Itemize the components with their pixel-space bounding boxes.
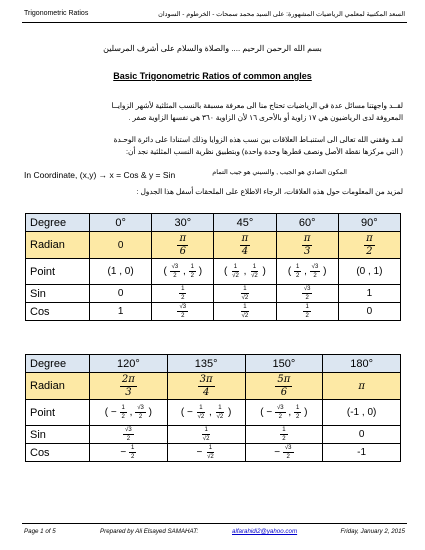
row-label: Cos bbox=[26, 303, 90, 321]
page-title: Basic Trigonometric Ratios of common angles bbox=[113, 71, 312, 81]
cos-cell: $\frac{1}{2}$ bbox=[276, 303, 338, 321]
intro-line-2: المعروفة لدى الرياضيون هي ١٧ زاوية أو بالأحرى ١٦ لأن الزاوية ٣٦٠ هي نفسها الزاوية صفر . bbox=[128, 113, 403, 122]
sin-cell: $\frac{√3}{2}$ bbox=[90, 426, 168, 444]
header-title: Trigonometric Ratios bbox=[24, 10, 89, 17]
degree-cell: 180° bbox=[323, 355, 401, 373]
prepared-by: Prepared by Ali Elsayed SAMAHAT: bbox=[100, 528, 199, 535]
coordinate-relation: In Coordinate, (x,y) → x = Cos & y = Sin bbox=[24, 170, 176, 180]
degree-cell: 135° bbox=[167, 355, 245, 373]
radian-cell: $\frac{\pi}{3}$ bbox=[276, 232, 338, 259]
radian-cell: 0 bbox=[90, 232, 152, 259]
radian-cell: $\frac{\pi}{2}$ bbox=[338, 232, 400, 259]
cos-cell: − $\frac{1}{√2}$ bbox=[167, 444, 245, 462]
sin-cell: 1 bbox=[338, 285, 400, 303]
sin-cell: $\frac{√3}{2}$ bbox=[276, 285, 338, 303]
row-label: Point bbox=[26, 259, 90, 285]
cos-cell: -1 bbox=[323, 444, 401, 462]
cos-row bbox=[26, 303, 401, 321]
row-label: Degree bbox=[26, 214, 90, 232]
point-cell: ( − $\frac{1}{2}$ , $\frac{√3}{2}$ ) bbox=[90, 400, 168, 426]
intro-line-4: ( التي مركزها نقطة الأصل ونصف قطرها وحدة واحدة) وبتطبيق نظرية النسب المثلثية نجد أن: bbox=[126, 147, 403, 156]
cos-cell: − $\frac{1}{2}$ bbox=[90, 444, 168, 462]
cos-cell: 1 bbox=[90, 303, 152, 321]
row-label: Sin bbox=[26, 285, 90, 303]
degree-row bbox=[26, 355, 401, 373]
point-cell: ( $\frac{√3}{2}$ , $\frac{1}{2}$ ) bbox=[152, 259, 214, 285]
angles-table-1 bbox=[25, 213, 401, 321]
point-cell: (-1 , 0) bbox=[323, 400, 401, 426]
radian-cell: $\frac{2\pi}{3}$ bbox=[90, 373, 168, 400]
degree-cell: 60° bbox=[276, 214, 338, 232]
row-label: Radian bbox=[26, 373, 90, 400]
row-label: Radian bbox=[26, 232, 90, 259]
radian-cell: $\frac{\pi}{4}$ bbox=[214, 232, 276, 259]
point-cell: (1 , 0) bbox=[90, 259, 152, 285]
coordinate-relation-arabic: المكون الصادي هو الجيب , والسيني هو جيب التمام bbox=[212, 169, 347, 176]
sin-cell: $\frac{1}{2}$ bbox=[245, 426, 323, 444]
row-label: Cos bbox=[26, 444, 90, 462]
row-label: Sin bbox=[26, 426, 90, 444]
degree-cell: 45° bbox=[214, 214, 276, 232]
sin-cell: $\frac{1}{√2}$ bbox=[167, 426, 245, 444]
radian-cell: $\frac{5\pi}{6}$ bbox=[245, 373, 323, 400]
point-cell: (0 , 1) bbox=[338, 259, 400, 285]
row-label: Degree bbox=[26, 355, 90, 373]
footer-divider bbox=[22, 523, 407, 524]
point-cell: ( $\frac{1}{2}$ , $\frac{√3}{2}$ ) bbox=[276, 259, 338, 285]
sin-row bbox=[26, 285, 401, 303]
sin-row bbox=[26, 426, 401, 444]
point-row bbox=[26, 259, 401, 285]
sin-cell: $\frac{1}{2}$ bbox=[152, 285, 214, 303]
cos-cell: − $\frac{√3}{2}$ bbox=[245, 444, 323, 462]
degree-cell: 90° bbox=[338, 214, 400, 232]
row-label: Point bbox=[26, 400, 90, 426]
cos-cell: 0 bbox=[338, 303, 400, 321]
radian-row bbox=[26, 373, 401, 400]
degree-row bbox=[26, 214, 401, 232]
point-row bbox=[26, 400, 401, 426]
cos-cell: $\frac{1}{√2}$ bbox=[214, 303, 276, 321]
footer-date: Friday, January 2, 2015 bbox=[340, 528, 405, 535]
cos-cell: $\frac{√3}{2}$ bbox=[152, 303, 214, 321]
degree-cell: 150° bbox=[245, 355, 323, 373]
radian-cell: π bbox=[323, 373, 401, 400]
radian-cell: $\frac{3\pi}{4}$ bbox=[167, 373, 245, 400]
author-email-link[interactable]: alfarahidi2@yahoo.com bbox=[232, 528, 298, 535]
basmala: بسم الله الرحمن الرحيم .... والصلاة والسلام على أشرف المرسلين bbox=[103, 44, 322, 53]
header-divider bbox=[22, 22, 407, 23]
point-cell: ( − $\frac{1}{√2}$ , $\frac{1}{√2}$ ) bbox=[167, 400, 245, 426]
sin-cell: $\frac{1}{√2}$ bbox=[214, 285, 276, 303]
page-number: Page 1 of 5 bbox=[24, 528, 56, 535]
cos-row bbox=[26, 444, 401, 462]
intro-line-3: لقـد وفقني الله تعالى الى استنبـاط العلاقات بين نسب هذه الزوايا وذلك استنادا على دائرة الوحـدة bbox=[113, 135, 403, 144]
degree-cell: 30° bbox=[152, 214, 214, 232]
header-author: السعد المكتبية لمعلمي الرياضيات المشهورة: على السيد محمد سمحات - الخرطوم - السودان bbox=[158, 11, 405, 18]
degree-cell: 0° bbox=[90, 214, 152, 232]
sin-cell: 0 bbox=[90, 285, 152, 303]
angles-table-2 bbox=[25, 354, 401, 462]
intro-line-1: لقــد واجهتنا مسائل عدة في الرياضيات تحتاج منا الى معرفة مسبقة بالنسب المثلثية لأشهر الزوايــا bbox=[111, 101, 403, 110]
point-cell: ( − $\frac{√3}{2}$ , $\frac{1}{2}$ ) bbox=[245, 400, 323, 426]
degree-cell: 120° bbox=[90, 355, 168, 373]
radian-row bbox=[26, 232, 401, 259]
more-info-line: لمزيد من المعلومات حول هذه العلاقات، الرجاء الاطلاع على الملحقات أسفل هذا الجدول : bbox=[136, 187, 403, 196]
point-cell: ( $\frac{1}{√2}$ , $\frac{1}{√2}$ ) bbox=[214, 259, 276, 285]
radian-cell: $\frac{\pi}{6}$ bbox=[152, 232, 214, 259]
sin-cell: 0 bbox=[323, 426, 401, 444]
